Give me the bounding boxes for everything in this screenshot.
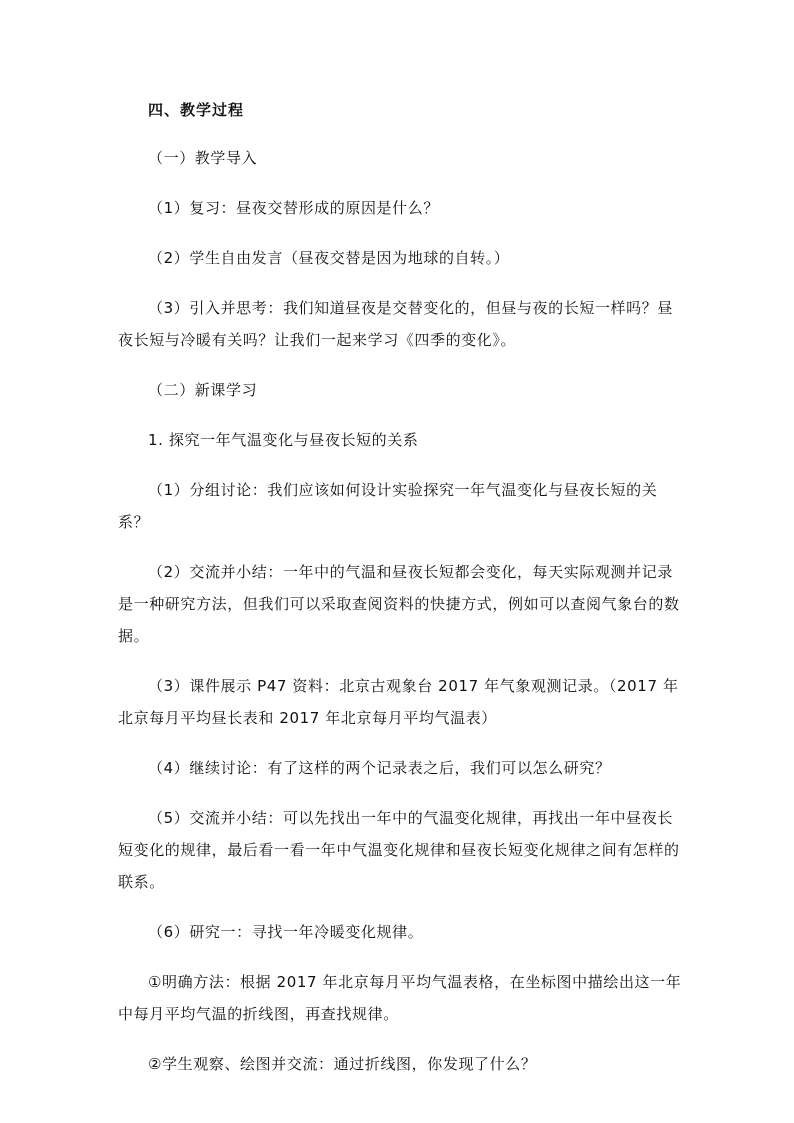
intro-item-3: （3）引入并思考：我们知道昼夜是交替变化的，但昼与夜的长短一样吗？昼夜长短与冷暖有关吗？让我们一起来学习《四季的变化》。	[118, 299, 673, 349]
new-lesson-item-1: （1）分组讨论：我们应该如何设计实验探究一年气温变化与昼夜长短的关系？	[118, 481, 658, 531]
new-lesson-item-4: （4）继续讨论：有了这样的两个记录表之后，我们可以怎么研究？	[148, 759, 611, 777]
method-step-1: ①明确方法：根据 2017 年北京每月平均气温表格，在坐标图中描绘出这一年中每月平均气温的折线图，再查找规律。	[118, 973, 682, 1023]
new-lesson-item-2: （2）交流并小结：一年中的气温和昼夜长短都会变化，每天实际观测并记录是一种研究方法，但我们可以采取查阅资料的快捷方式，例如可以查阅气象台的数据。	[118, 563, 680, 645]
topic-title: 1. 探究一年气温变化与昼夜长短的关系	[148, 431, 419, 449]
new-lesson-item-3: （3）课件展示 P47 资料：北京古观象台 2017 年气象观测记录。（2017 年北京每月平均昼长表和 2017 年北京每月平均气温表）	[118, 677, 679, 727]
intro-item-2: （2）学生自由发言（昼夜交替是因为地球的自转。）	[148, 249, 510, 267]
intro-title: （一）教学导入	[148, 149, 258, 167]
new-lesson-item-5: （5）交流并小结：可以先找出一年中的气温变化规律，再找出一年中昼夜长短变化的规律，最后看一看一年中气温变化规律和昼夜长短变化规律之间有怎样的联系。	[118, 809, 680, 891]
new-lesson-title: （二）新课学习	[148, 381, 258, 399]
document-body	[118, 94, 684, 1080]
intro-item-1: （1）复习：昼夜交替形成的原因是什么？	[148, 199, 439, 217]
new-lesson-item-6: （6）研究一：寻找一年冷暖变化规律。	[148, 923, 424, 941]
section-heading: 四、教学过程	[148, 101, 245, 119]
method-step-2: ②学生观察、绘图并交流：通过折线图，你发现了什么？	[148, 1055, 537, 1073]
